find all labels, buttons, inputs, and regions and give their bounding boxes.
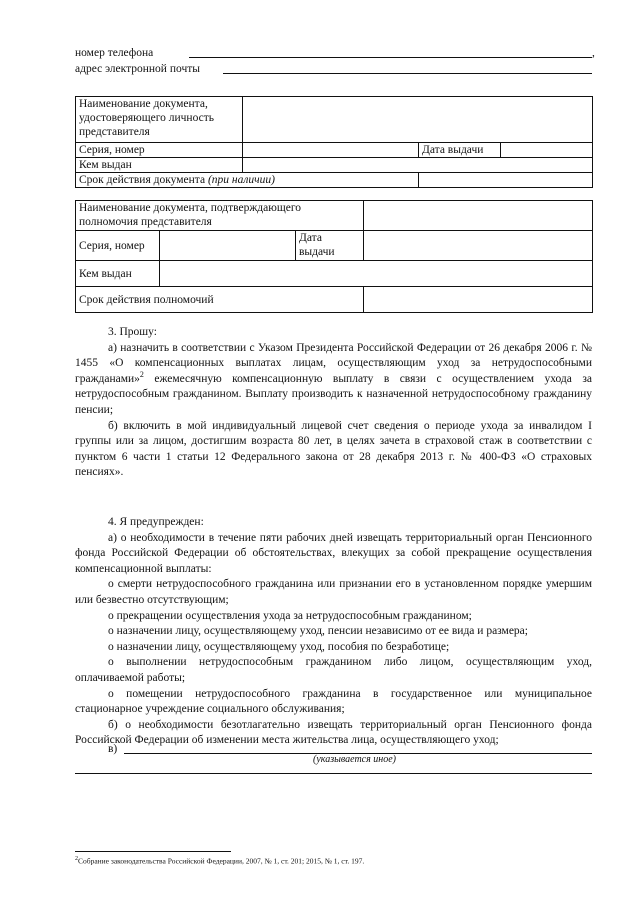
identity-validity-text: Срок действия документа [79, 174, 206, 186]
section-3-item-a [75, 341, 592, 419]
authority-issued-by-cell[interactable] [160, 261, 593, 287]
section-4-subitem-4: о назначении лицу, осуществляющему уход, пособия по безработице; [108, 640, 450, 653]
identity-doc-name-cell[interactable] [243, 97, 593, 143]
email-field-line[interactable] [223, 73, 592, 74]
identity-doc-name-label: Наименование документа, удостоверяющего личность представителя [76, 97, 243, 143]
section-3-item-a-text-cont: ежемесячную компенсационную выплату в связи с осуществлением ухода за нетрудоспособным гражданином. Выплату производить к назначенной нетрудоспособному гражданину пенсии; [75, 372, 592, 416]
identity-document-table [75, 96, 593, 188]
section-4-subitem-5: о выполнении нетрудоспособным гражданином либо лицом, осуществляющим уход, оплачиваемой работы; [75, 656, 592, 684]
authority-series-cell[interactable] [160, 231, 296, 261]
identity-series-cell[interactable] [243, 143, 419, 158]
section-4-subitem-1: о смерти нетрудоспособного гражданина или признании его в установленном порядке умершим или безвестно отсутствующим; [75, 578, 592, 606]
authority-series-label: Серия, номер [76, 231, 160, 261]
authority-doc-name-cell[interactable] [364, 201, 593, 231]
section-4-item-v-label: в) [108, 743, 118, 755]
identity-validity-label [76, 173, 419, 188]
item-v-second-line[interactable] [75, 773, 592, 774]
section-4-item-a: а) о необходимости в течение пяти рабочих дней извещать территориальный орган Пенсионного фонда Российской Федерации об обстоятельствах, влекущих за собой прекращение осуществления компенсационной выплаты: [75, 531, 592, 575]
section-3-heading: 3. Прошу: [108, 326, 157, 338]
section-4-subitem-2: о прекращении осуществления ухода за нетрудоспособным гражданином; [108, 609, 472, 622]
identity-series-label: Серия, номер [76, 143, 243, 158]
phone-line-end: , [592, 47, 595, 59]
section-3-item-a-text: а) назначить в соответствии с Указом Президента Российской Федерации от 26 декабря 2006 г. № 1455 «О компенсационных выплатах лицам, осуществляющим уход за нетрудоспособными гражданами» [75, 341, 592, 385]
phone-label: номер телефона [75, 47, 154, 59]
section-4 [75, 515, 592, 749]
authority-document-table [75, 200, 593, 313]
item-v-hint: (указывается иное) [313, 754, 396, 765]
footnote-rule [75, 851, 231, 852]
section-4-subitem-3: о назначении лицу, осуществляющему уход, пенсии независимо от ее вида и размера; [108, 625, 528, 638]
authority-issue-date-label: Дата выдачи [296, 231, 364, 261]
footnote-text: Собрание законодательства Российской Федерации, 2007, № 1, ст. 201; 2015, № 1, ст. 197. [78, 856, 365, 866]
footnote [75, 856, 364, 866]
authority-issue-date-cell[interactable] [364, 231, 593, 261]
identity-validity-cell[interactable] [419, 173, 593, 188]
identity-validity-note: (при наличии) [207, 174, 275, 186]
identity-issued-by-cell[interactable] [243, 158, 593, 173]
authority-issued-by-label: Кем выдан [76, 261, 160, 287]
identity-issue-date-label: Дата выдачи [419, 143, 501, 158]
section-4-item-b: б) о необходимости безотлагательно извещать территориальный орган Пенсионного фонда Российской Федерации об изменении места жительства лица, осуществляющего уход; [75, 718, 592, 747]
identity-issue-date-cell[interactable] [501, 143, 593, 158]
authority-doc-name-label: Наименование документа, подтверждающего полномочия представителя [76, 201, 364, 231]
identity-issued-by-label: Кем выдан [76, 158, 243, 173]
section-3-item-b: б) включить в мой индивидуальный лицевой счет сведения о периоде ухода за инвалидом I группы или за лицом, достигшим возраста 80 лет, в целях зачета в страховой стаж в соответствии с пунктом 6 части 1 статьи 12 Федерального закона от 28 декабря 2013 г. № 400-ФЗ «О страховых пенсиях». [75, 419, 592, 479]
authority-validity-label: Срок действия полномочий [76, 287, 364, 313]
section-3 [75, 325, 592, 481]
footnote-ref-2: 2 [139, 369, 144, 379]
footnote-marker: 2 [75, 856, 78, 862]
phone-field-line[interactable] [189, 57, 592, 58]
section-4-subitem-6: о помещении нетрудоспособного гражданина в государственное или муниципальное стационарное учреждение социального обслуживания; [75, 687, 592, 716]
authority-validity-cell[interactable] [364, 287, 593, 313]
section-4-heading: 4. Я предупрежден: [108, 516, 204, 528]
email-label: адрес электронной почты [75, 63, 200, 75]
